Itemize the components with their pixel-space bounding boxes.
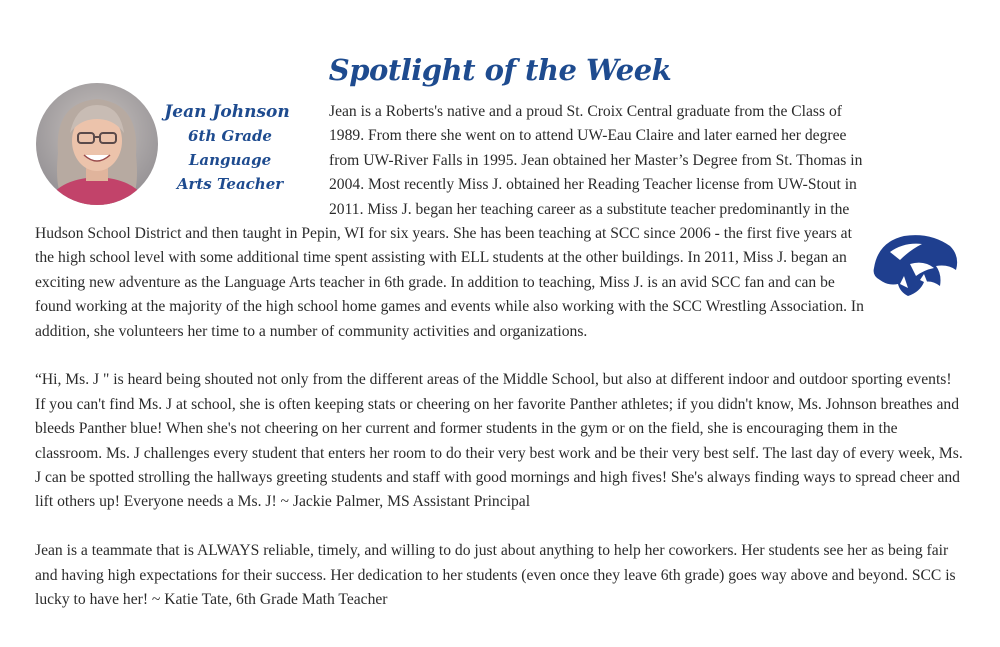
logo-spacer — [865, 220, 965, 316]
person-name: Jean Johnson — [164, 102, 290, 122]
article-body — [35, 100, 965, 613]
paragraph-bio: Jean is a Roberts's native and a proud St. Croix Central graduate from the Class of 1989. From there she went on to attend UW-Eau Claire and later earned her degree from UW-River Falls in 1995. Jean obtained her Master’s Degree from St. Thomas in 2004. Most recently Miss J. obtained her Reading Teacher license from UW-Stout in 2011. Miss J. began her teaching career as a substitute teacher predominantly in the Hudson School District and then taught in Pepin, WI for six years. She has been teaching at SCC since 2006 - the first five years at the high school level with some additional time spent assisting with ELL students at the other buildings. In 2011, Miss J. began an exciting new adventure as the Language Arts teacher in 6th grade. In addition to teaching, Miss J. is an avid SCC fan and can be found working at the majority of the high school home games and events while also working with the SCC Wrestling Association. In addition, she volunteers her time to a number of community activities and organizations. — [35, 103, 864, 340]
portrait-spacer — [35, 100, 329, 220]
page-title: Spotlight of the Week — [328, 53, 672, 88]
person-role-line2: Arts Teacher — [176, 175, 284, 193]
person-role-line1: 6th Grade Language — [188, 127, 272, 169]
paragraph-quote-tate: Jean is a teammate that is ALWAYS reliable, timely, and willing to do just about anything to help her coworkers. Her students see her as being fair and having high expectations for their success. Her dedication to her students (even once they leave 6th grade) goes way above and beyond. SCC is lucky to have her! ~ Katie Tate, 6th Grade Math Teacher — [35, 542, 956, 609]
paragraph-quote-palmer: “Hi, Ms. J " is heard being shouted not only from the different areas of the Middle School, but also at different indoor and outdoor sporting events! If you can't find Ms. J at school, she is often keeping stats or cheering on her favorite Panther athletes; if you didn't know, Ms. Johnson breathes and bleeds Panther blue! When she's not cheering on her current and former students in the gym or on the field, she is encouraging them in the classroom. Ms. J challenges every student that enters her room to do their very best work and be their very best self. The last day of every week, Ms. J can be spotted strolling the hallways greeting students and staff with good mornings and high fives! She's always finding ways to spread cheer and lift others up! Everyone needs a Ms. J! ~ Jackie Palmer, MS Assistant Principal — [35, 371, 963, 511]
